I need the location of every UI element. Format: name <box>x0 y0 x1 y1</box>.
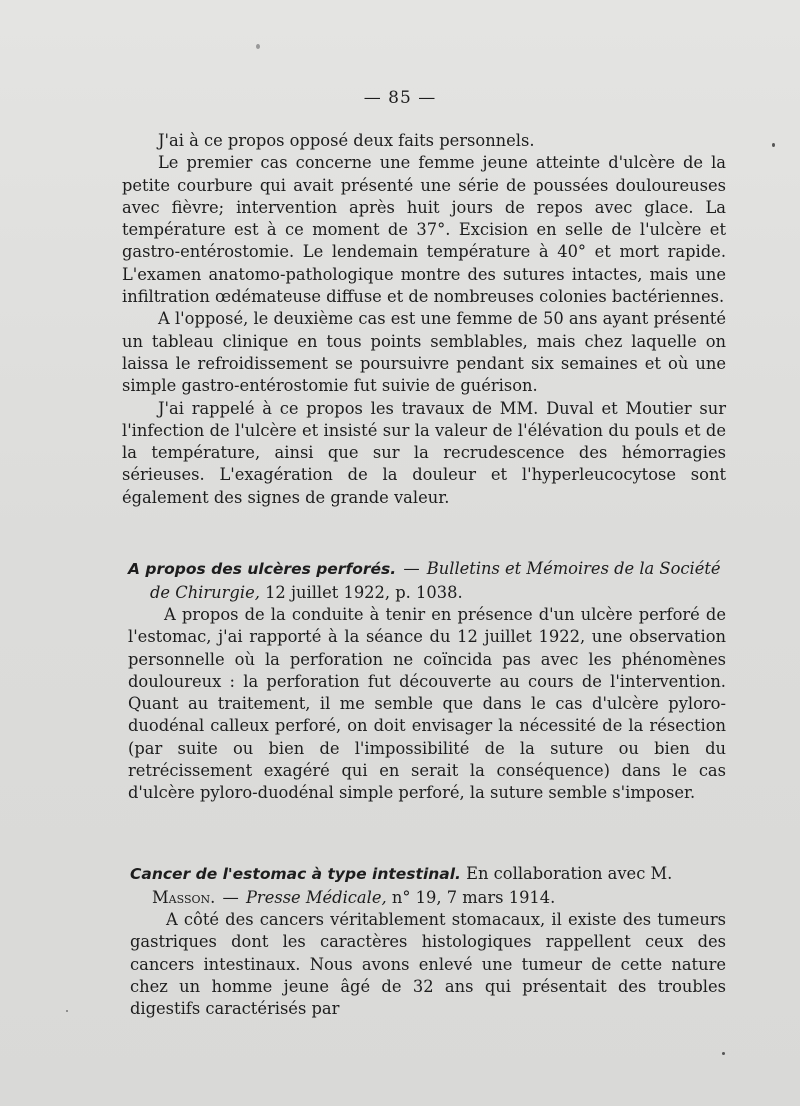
scan-speck <box>722 1052 725 1055</box>
journal-name: Presse Médicale, <box>245 888 387 907</box>
heading-dash: — <box>403 559 420 578</box>
paragraph: Le premier cas concerne une femme jeune atteinte d'ulcère de la petite courbure qui avait présenté une série de poussées douloureuses avec fièvre; intervention après huit jours de repos avec glace. La température est à ce moment de 37°. Excision en selle de l'ulcère et gastro-entérostomie. Le lendemain température à 40° et mort rapide. L'examen anatomo-pathologique montre des sutures intactes, mais une infiltration œdémateuse diffuse et de nombreuses colonies bactériennes. <box>122 153 726 307</box>
paragraph: J'ai à ce propos opposé deux faits personnels. <box>158 131 535 150</box>
journal-name: Bulletins et Mémoires de la Société de Chirurgie, <box>150 559 721 602</box>
section-1-text <box>122 130 726 509</box>
section-heading <box>128 557 726 604</box>
section-2 <box>128 557 726 805</box>
paragraph: A côté des cancers véritablement stomacaux, il existe des tumeurs gastriques dont les caractères histologiques rappellent ceux des cancers intestinaux. Nous avons enlevé une tumeur de cette nature chez un homme jeune âgé de 32 ans qui présentait des troubles digestifs caractérisés par <box>130 910 726 1019</box>
scan-speck <box>772 143 775 147</box>
publication-reference: 12 juillet 1922, p. 1038. <box>265 583 463 602</box>
collaborator-name: Masson. <box>152 888 216 907</box>
page-number: — 85 — <box>363 88 437 108</box>
paragraph: J'ai rappelé à ce propos les travaux de MM. Duval et Moutier sur l'infection de l'ulcère et insisté sur la valeur de l'élévation du pouls et de la température, ainsi que sur la recrudescence des hémorragies sérieuses. L'exagération de la douleur et l'hyperleucocytose sont également des signes de grande valeur. <box>122 398 726 507</box>
paragraph: A l'opposé, le deuxième cas est une femme de 50 ans ayant présenté un tableau clinique en tous points semblables, mais chez laquelle on laissa le refroidissement se poursuivre pendant six semaines et où une simple gastro-entérostomie fut suivie de guérison. <box>122 309 726 396</box>
publication-reference: n° 19, 7 mars 1914. <box>391 888 556 907</box>
section-title: A propos des ulcères perforés. <box>128 560 397 578</box>
section-3 <box>130 862 726 1020</box>
heading-dash: — <box>222 888 239 907</box>
scan-speck <box>66 1010 68 1012</box>
section-heading <box>130 862 726 909</box>
collaboration-note: En collaboration avec M. <box>466 864 673 883</box>
scan-speck <box>256 44 260 49</box>
paragraph: A propos de la conduite à tenir en présence d'un ulcère perforé de l'estomac, j'ai rapporté à la séance du 12 juillet 1922, une observation personnelle où la perforation ne coïncida pas avec les phénomènes douloureux : la perforation fut découverte au cours de l'intervention. Quant au traitement, il me semble que dans le cas d'ulcère pyloro-duodénal calleux perforé, on doit envisager la nécessité de la résection (par suite ou bien de l'impossibilité de la suture ou bien du retrécissement exagéré qui en serait la conséquence) dans le cas d'ulcère pyloro-duodénal simple perforé, la suture semble s'imposer. <box>128 605 726 803</box>
section-title: Cancer de l'estomac à type intestinal. <box>130 865 461 883</box>
